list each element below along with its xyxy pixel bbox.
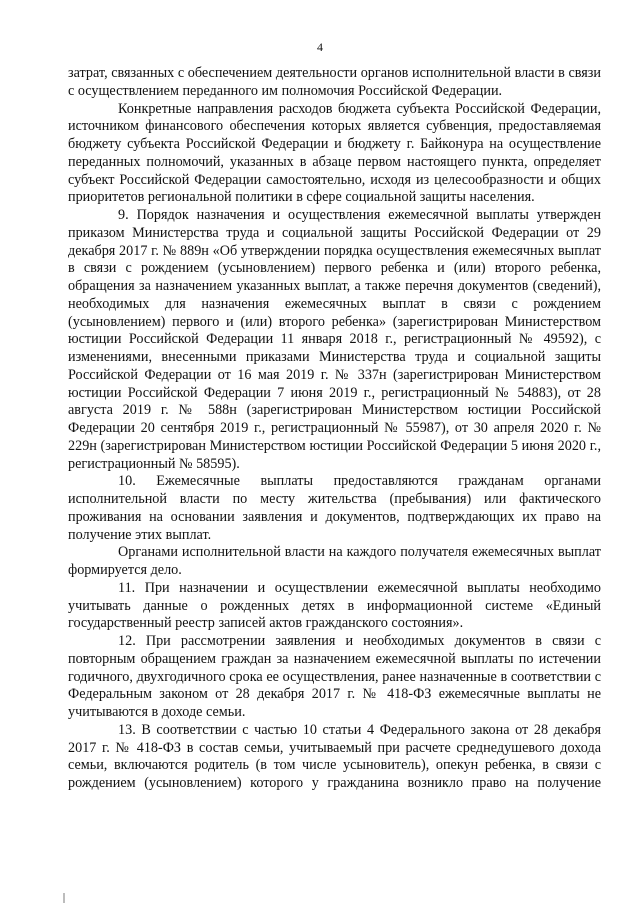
paragraph-funding-directions: Конкретные направления расходов бюджета субъекта Российской Федерации, источником финансового обеспечения которых является субвенция, предоставляемая бюджету субъекта Российской Федерации и бюджету г. Байконура на осуществление переданных полномочий, указанных в абзаце первом настоящего пункта, определяет субъект Российской Федерации самостоятельно, исходя из целесообразности и общих приоритетов региональной политики в сфере социальной защиты населения. — [68, 100, 601, 206]
scan-artifact-mark — [63, 893, 65, 903]
paragraph-item-13: 13. В соответствии с частью 10 статьи 4 Федерального закона от 28 декабря 2017 г. № 418-ФЗ в состав семьи, учитываемый при расчете среднедушевого дохода семьи, включаются родитель (в том числе усыновитель), опекун ребенка, в связи с рождением (усыновлением) которого у гражданина возникло право на получение — [68, 721, 601, 791]
paragraph-item-10: 10. Ежемесячные выплаты предоставляются гражданам органами исполнительной власти по месту жительства (пребывания) или фактического проживания на основании заявления и документов, подтверждающих их право на получение этих выплат. — [68, 473, 601, 543]
paragraph-item-11: 11. При назначении и осуществлении ежемесячной выплаты необходимо учитывать данные о рожденных детях в информационной системе «Единый государственный реестр записей актов гражданского состояния». — [68, 579, 601, 632]
paragraph-item-9: 9. Порядок назначения и осуществления ежемесячной выплаты утвержден приказом Министерства труда и социальной защиты Российской Федерации от 29 декабря 2017 г. № 889н «Об утверждении порядка осуществления ежемесячных выплат в связи с рождением (усыновлением) первого ребенка и (или) второго ребенка, обращения за назначением указанных выплат, а также перечня документов (сведений), необходимых для назначения ежемесячных выплат в связи с рождением (усыновлением) первого и (или) второго ребенка» (зарегистрирован Министерством юстиции Российской Федерации 11 января 2018 г., регистрационный № 49592), с изменениями, внесенными приказами Министерства труда и социальной защиты Российской Федерации от 16 мая 2019 г. № 337н (зарегистрирован Министерством юстиции Российской Федерации 7 июня 2019 г., регистрационный № 54883), от 28 августа 2019 г. № 588н (зарегистрирован Министерством юстиции Российской Федерации 20 сентября 2019 г., регистрационный № 55987), от 30 апреля 2020 г. № 229н (зарегистрирован Министерством юстиции Российской Федерации 5 июня 2020 г., регистрационный № 58595). — [68, 207, 601, 472]
paragraph-continuation: затрат, связанных с обеспечением деятельности органов исполнительной власти в связи с осуществлением переданного им полномочия Российской Федерации. — [68, 65, 601, 99]
document-body — [68, 65, 601, 793]
paragraph-item-12: 12. При рассмотрении заявления и необходимых документов в связи с повторным обращением граждан за назначением ежемесячной выплаты по истечении годичного, двухгодичного срока ее осуществления, ранее назначенные в соответствии с Федеральным законом от 28 декабря 2017 г. № 418-ФЗ ежемесячные выплаты не учитываются в доходе семьи. — [68, 633, 601, 720]
page-number: 4 — [317, 40, 323, 54]
paragraph-item-10-case-file: Органами исполнительной власти на каждого получателя ежемесячных выплат формируется дело. — [68, 544, 601, 578]
